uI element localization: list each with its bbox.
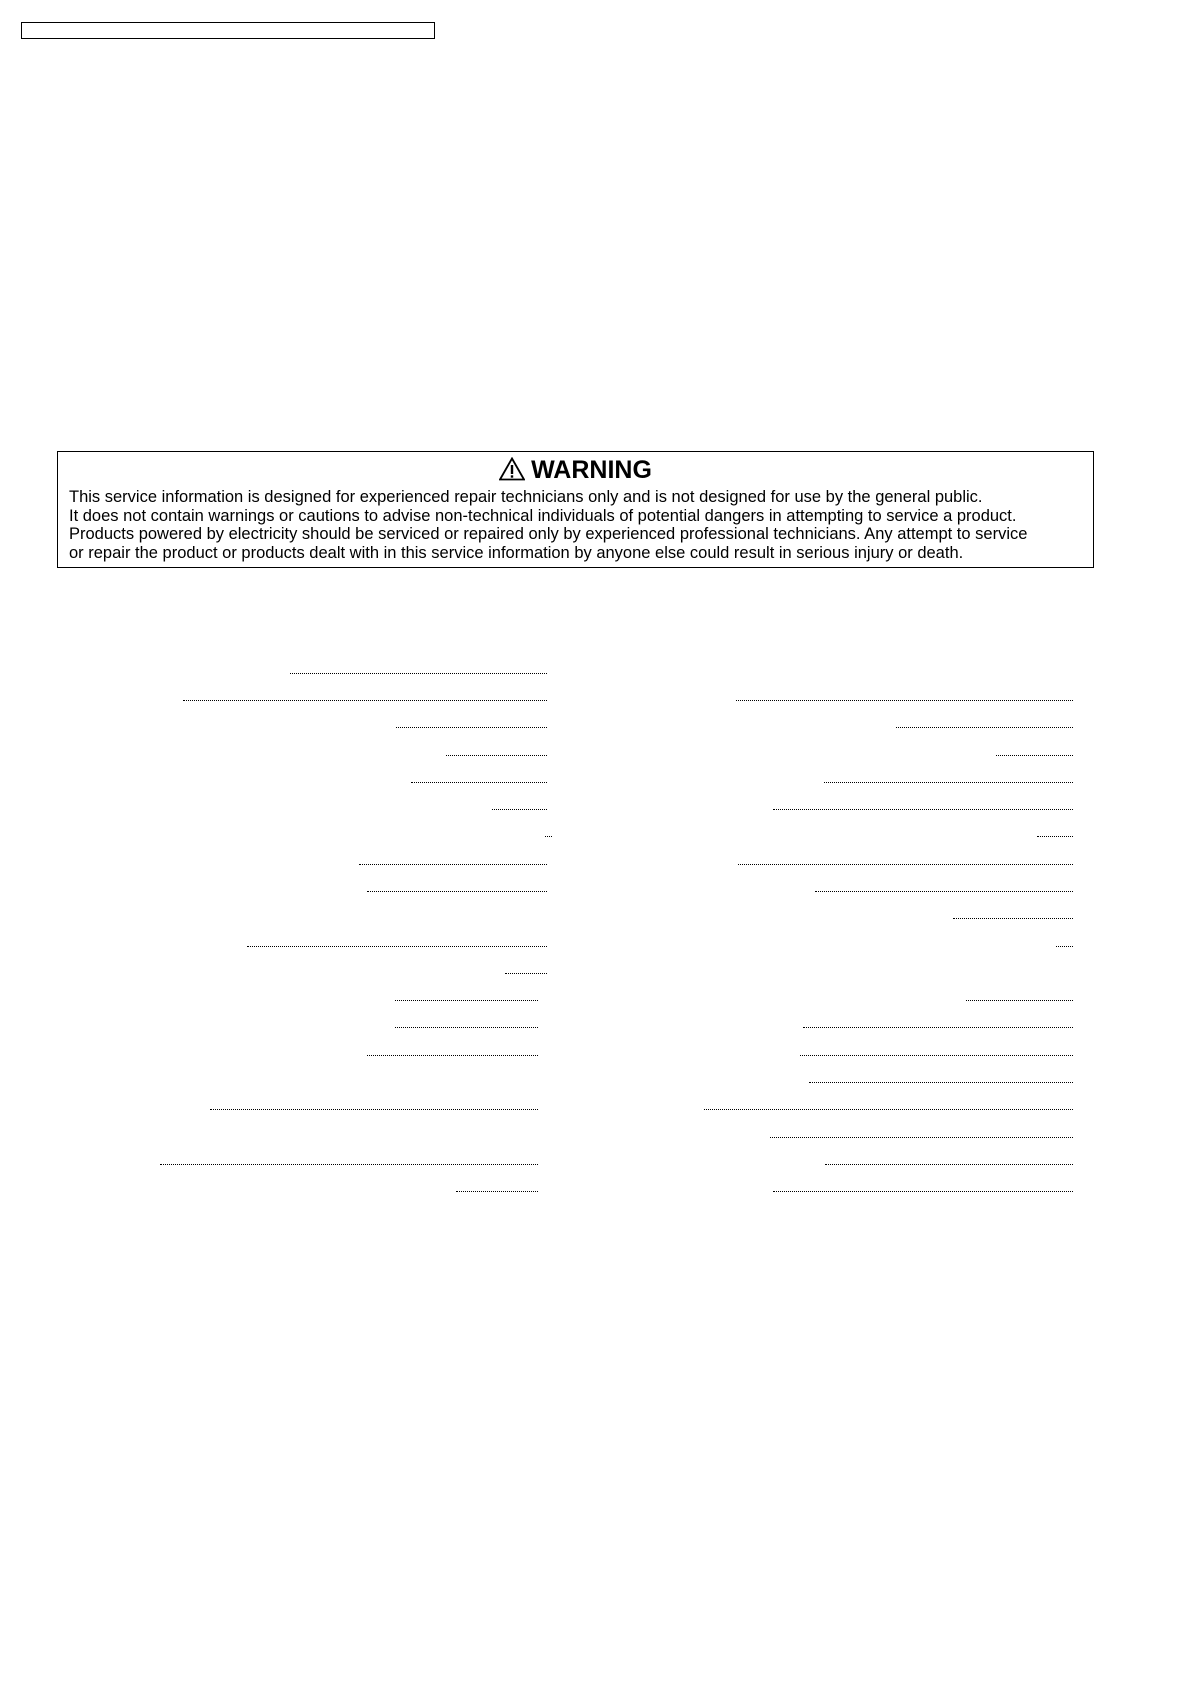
toc-right-leader-14 (809, 1082, 1073, 1083)
toc-left-leader-6 (492, 809, 547, 810)
toc-left-leader-2 (183, 700, 547, 701)
toc-left-leader-10 (247, 946, 547, 947)
toc-right-leader-17 (825, 1164, 1073, 1165)
toc-left-leader-15 (210, 1109, 538, 1110)
toc-right-leader-12 (803, 1027, 1073, 1028)
toc-left-leader-5 (411, 782, 547, 783)
warning-line-2: It does not contain warnings or cautions to advise non-technical individuals of potential dangers in attempting to service a product. (69, 506, 1017, 525)
toc-right-leader-11 (966, 1000, 1073, 1001)
toc-left-leader-11 (505, 973, 547, 974)
toc-left-leader-12 (395, 1000, 538, 1001)
toc-right-leader-15 (704, 1109, 1073, 1110)
warning-title-text: WARNING (531, 456, 652, 484)
toc-right-leader-7 (738, 864, 1073, 865)
toc-left-leader-1 (290, 673, 547, 674)
toc-left-leader-7 (545, 836, 552, 837)
toc-right-leader-2 (896, 727, 1073, 728)
toc-right-leader-13 (800, 1055, 1073, 1056)
toc-right-leader-5 (773, 809, 1073, 810)
toc-left-leader-9 (367, 891, 547, 892)
toc-right-leader-9 (953, 918, 1073, 919)
toc-left-leader-17 (456, 1191, 538, 1192)
toc-left-leader-4 (446, 755, 547, 756)
toc-right-leader-6 (1037, 836, 1073, 837)
toc-right-leader-1 (736, 700, 1073, 701)
toc-right-leader-16 (770, 1137, 1073, 1138)
toc-left-leader-3 (396, 727, 547, 728)
toc-right-leader-4 (824, 782, 1073, 783)
toc-left-leader-8 (359, 864, 547, 865)
toc-right-leader-3 (996, 755, 1073, 756)
toc-right-leader-18 (773, 1191, 1073, 1192)
toc-left-leader-13 (395, 1027, 538, 1028)
toc-right-leader-8 (815, 891, 1073, 892)
toc-left-leader-16 (160, 1164, 538, 1165)
warning-line-4: or repair the product or products dealt with in this service information by anyone else could result in serious injury or death. (69, 543, 964, 562)
toc-right-leader-10 (1056, 946, 1073, 947)
toc-left-leader-14 (367, 1055, 538, 1056)
warning-line-3: Products powered by electricity should be serviced or repaired only by experienced professional technicians. Any attempt to service (69, 525, 1028, 543)
warning-line-1: This service information is designed for experienced repair technicians only and is not designed for use by the general public. (69, 488, 983, 506)
